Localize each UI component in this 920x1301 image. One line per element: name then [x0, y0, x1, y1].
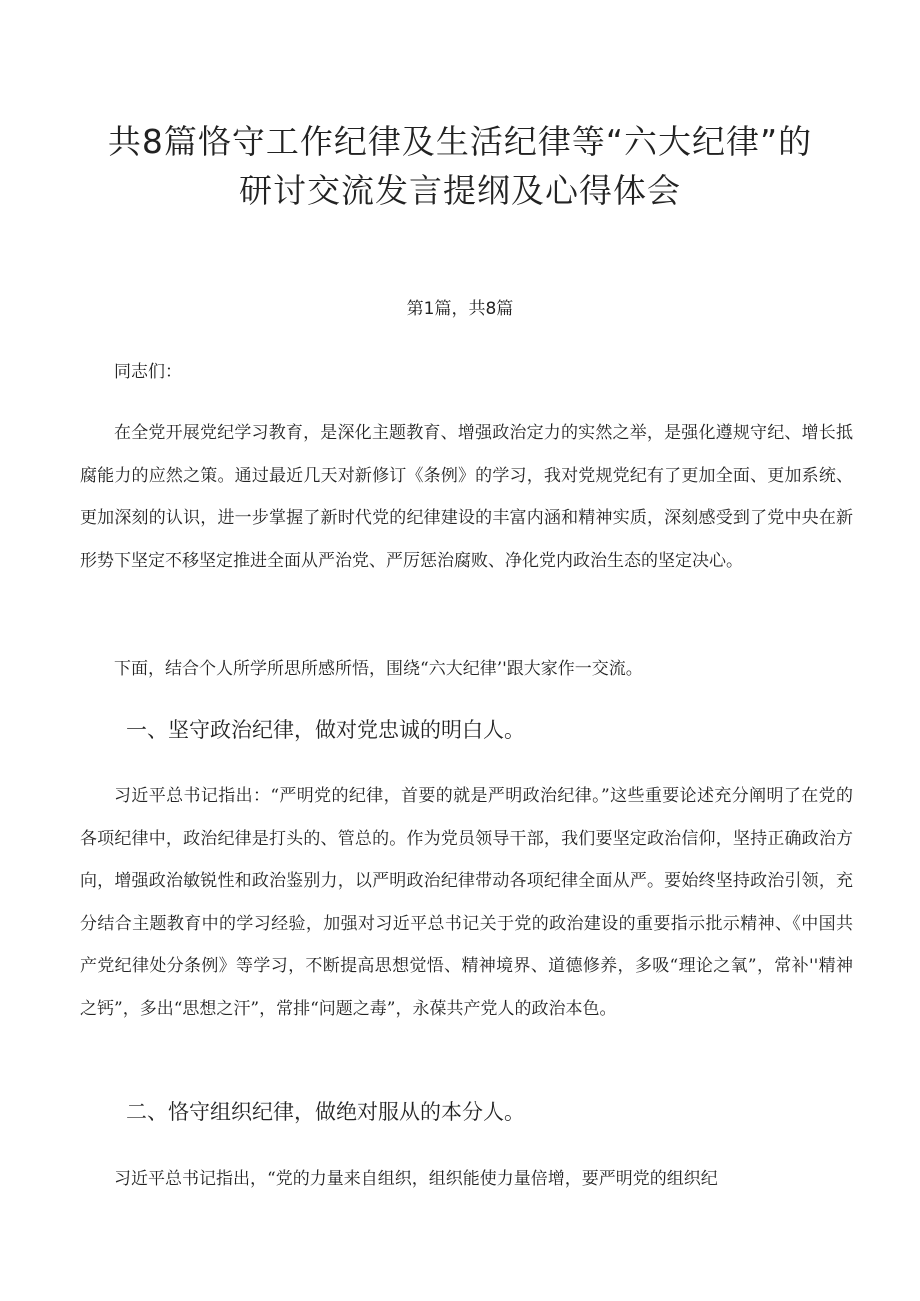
section-2-body: 习近平总书记指出，“党的力量来自组织，组织能使力量倍增，要严明党的组织纪: [114, 1169, 718, 1189]
section-1-body: 习近平总书记指出：“严明党的纪律，首要的就是严明政治纪律。”这些重要论述充分阐明了在党的各项纪律中，政治纪律是打头的、管总的。作为党员领导干部，我们要坚定政治信仰，坚持正确政治方向，增强政治敏锐性和政治鉴别力，以严明政治纪律带动各项纪律全面从严。要始终坚持政治引领，充分结合主题教育中的学习经验，加强对习近平总书记关于党的政治建设的重要指示批示精神、《中国共产党纪律处分条例》等学习，不断提高思想觉悟、精神境界、道德修养，多吸“理论之氧”，常补''精神之钙”，多出“思想之汗”，常排“问题之毒”，永葆共产党人的政治本色。: [80, 786, 853, 1019]
intro-paragraph: 在全党开展党纪学习教育，是深化主题教育、增强政治定力的实然之举，是强化遵规守纪、增长抵腐能力的应然之策。通过最近几天对新修订《条例》的学习，我对党规党纪有了更加全面、更加系统、更加深刻的认识，进一步掌握了新时代党的纪律建设的丰富内涵和精神实质，深刻感受到了党中央在新形势下坚定不移坚定推进全面从严治党、严厉惩治腐败、净化党内政治生态的坚定决心。: [80, 423, 853, 571]
salutation: 同志们：: [114, 362, 182, 382]
section-1-heading: 一、坚守政治纪律，做对党忠诚的明白人。: [126, 718, 525, 742]
transition-paragraph: 下面，结合个人所学所思所感所悟，围绕“六大纪律’'跟大家作一交流。: [114, 659, 643, 679]
document-title-line-1: 共8篇恪守工作纪律及生活纪律等“六大纪律”的: [107, 122, 813, 161]
part-label: 第1篇，共8篇: [406, 299, 514, 319]
section-2-heading: 二、恪守组织纪律，做绝对服从的本分人。: [126, 1100, 525, 1124]
document-title-line-2: 研讨交流发言提纲及心得体会: [239, 171, 681, 210]
